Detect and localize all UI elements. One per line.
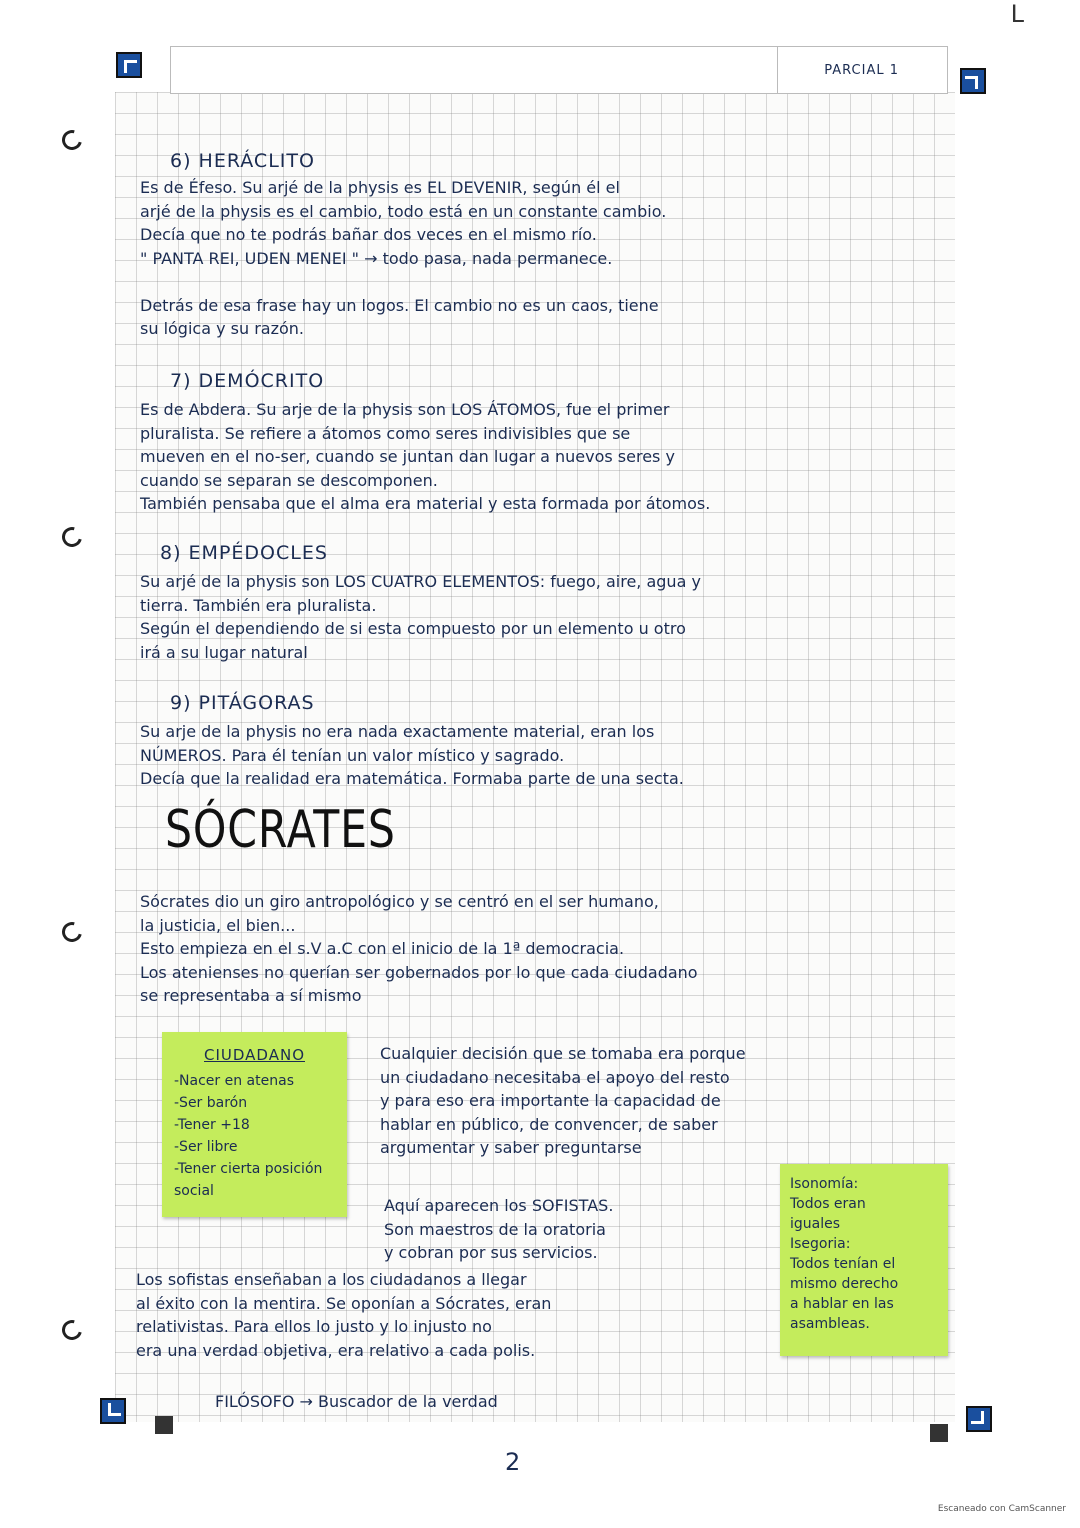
header-bar [170,46,948,94]
section-title-democrito: 7) DEMÓCRITO [170,370,325,392]
socrates-intro: Sócrates dio un giro antropológico y se centró en el ser humano, la justicia, el bien... Esto empieza en el s.V a.C con el inicio de la 1ª democracia. Los atenienses no querían ser gobernados por lo que cada ciudadano se representaba a sí mismo [140,892,698,1005]
corner-marker-bottom-right [966,1406,992,1432]
corner-marker-top-right [960,68,986,94]
footer-text: FILÓSOFO → Buscador de la verdad [215,1392,498,1411]
binder-hole [58,1316,85,1343]
partial-label: PARCIAL 1 [824,63,899,78]
section-text-pitagoras: Su arje de la physis no era nada exactamente material, eran los NÚMEROS. Para él tenían un valor místico y sagrado. Decía que la realidad era matemática. Formaba parte de una secta. [140,722,684,788]
header-divider [777,47,778,93]
isonomia-text: Isonomía: Todos eran iguales Isegoria: Todos tenían el mismo derecho a hablar en las asambleas. [790,1176,899,1332]
section-text-empedocles: Su arjé de la physis son LOS CUATRO ELEMENTOS: fuego, aire, agua y tierra. También era pluralista. Según el dependiendo de si esta compuesto por un elemento u otro irá a su lugar natural [140,572,701,662]
binder-hole [58,126,85,153]
square-marker-right [930,1424,948,1442]
section-text-democrito: Es de Abdera. Su arje de la physis son LOS ÁTOMOS, fue el primer pluralista. Se refiere a átomos como seres indivisibles que se mueven en el no-ser, cuando se juntan dan lugar a nuevos seres y cuando se separan se descomponen. También pensaba que el alma era material y esta formada por átomos. [140,400,711,513]
isonomia-note [780,1164,948,1356]
scanner-watermark: Escaneado con CamScanner [937,1504,1066,1514]
corner-marker-bottom-left [100,1398,126,1424]
section-title-pitagoras: 9) PITÁGORAS [170,692,315,714]
binder-hole [58,523,85,550]
sofistas-text: Los sofistas enseñaban a los ciudadanos a llegar al éxito con la mentira. Se oponían a Sócrates, eran relativistas. Para ellos lo justo y lo injusto no era una verdad objetiva, era relativo a cada polis. [136,1270,552,1360]
ciudadano-note [162,1032,347,1217]
list-item: -Tener +18 [174,1117,250,1133]
ciudadano-list [162,1070,347,1202]
square-marker-left [155,1416,173,1434]
list-item: -Ser barón [174,1095,248,1111]
list-item: -Nacer en atenas [174,1073,294,1089]
list-item: -Ser libre [174,1139,238,1155]
decision-text: Cualquier decisión que se tomaba era porque un ciudadano necesitaba el apoyo del resto y para eso era importante la capacidad de hablar en público, de convencer, de saber argumentar y saber preguntarse [380,1044,746,1157]
page-number: 2 [505,1448,521,1476]
corner-marker-top-left [116,52,142,78]
list-item: -Tener cierta posición social [174,1161,323,1199]
section-text-heraclito: Es de Éfeso. Su arjé de la physis es EL DEVENIR, según él el arjé de la physis es el cambio, todo está en un constante cambio. Decía que no te podrás bañar dos veces en el mismo río. " PANTA REI, UDEN MENEI " → todo pasa, nada permanece. Detrás de esa frase hay un logos. El cambio no es un caos, tiene su lógica y su razón. [140,178,667,338]
sofistas-intro: Aquí aparecen los SOFISTAS. Son maestros de la oratoria y cobran por sus servicios. [384,1196,614,1262]
ciudadano-title: CIUDADANO [204,1046,305,1064]
corner-glyph: L [1010,0,1024,28]
section-title-empedocles: 8) EMPÉDOCLES [160,542,328,564]
binder-hole [58,918,85,945]
socrates-title: SÓCRATES [165,800,396,860]
section-title-heraclito: 6) HERÁCLITO [170,150,315,172]
